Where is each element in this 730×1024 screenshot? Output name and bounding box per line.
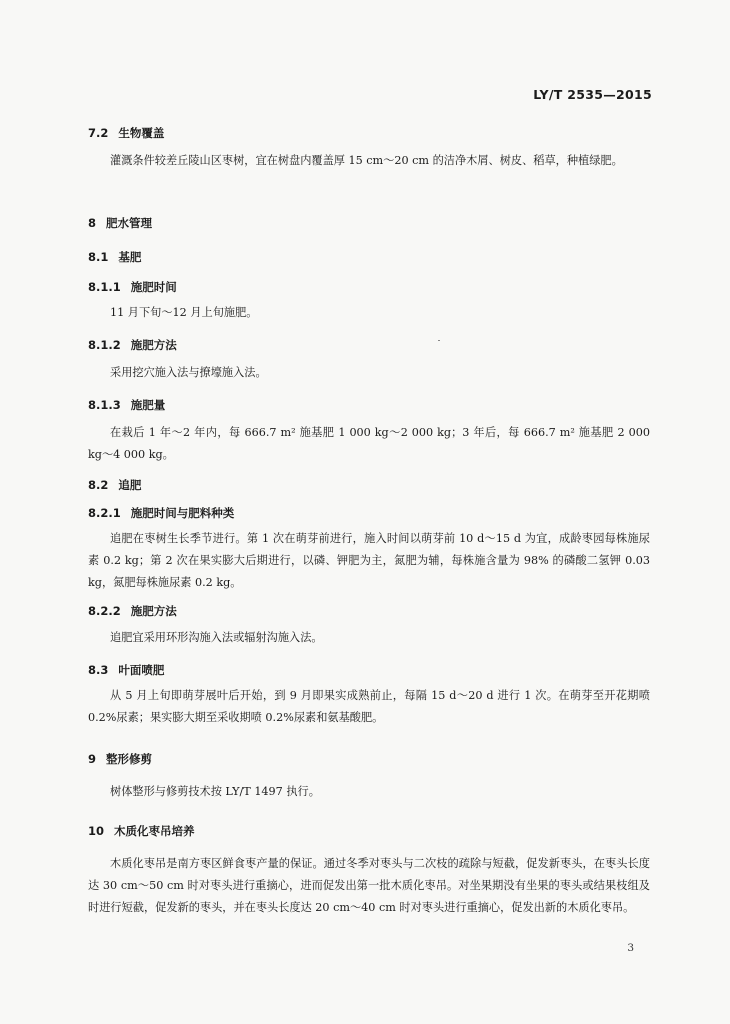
paragraph-8-2-1: 追肥在枣树生长季节进行。第 1 次在萌芽前进行，施入时间以萌芽前 10 d～15 d 为宜，成龄枣园每株施尿素 0.2 kg；第 2 次在果实膨大后期进行，以磷、钾肥为主，氮肥为辅，每株施含量为 98% 的磷酸二氢钾 0.03 kg，氮肥每株施尿素 0.2 kg。 xyxy=(88,532,650,589)
heading-title: 施肥时间与肥料种类 xyxy=(130,506,235,520)
heading-8-2 xyxy=(88,477,141,493)
paragraph-10: 木质化枣吊是南方枣区鲜食枣产量的保证。通过冬季对枣头与二次枝的疏除与短截，促发新枣头，在枣头长度达 30 cm～50 cm 时对枣头进行重摘心，进而促发出第一批木质化枣吊。对坐果期没有坐果的枣头或结果枝组及时进行短截，促发新的枣头，并在枣头长度达 20 cm～40 cm 时对枣头进行重摘心，促发出新的木质化枣吊。 xyxy=(88,857,650,914)
heading-8-1-3 xyxy=(88,397,165,413)
paragraph-8-3: 从 5 月上旬即萌芽展叶后开始，到 9 月即果实成熟前止，每隔 15 d～20 d 进行 1 次。在萌芽至开花期喷 0.2%尿素；果实膨大期至采收期喷 0.2%尿素和氨基酸肥。 xyxy=(88,689,650,724)
heading-number: 8.2.1 xyxy=(88,506,121,520)
heading-8 xyxy=(88,215,152,231)
heading-title: 生物覆盖 xyxy=(118,126,165,140)
heading-8-1-2 xyxy=(88,337,177,353)
heading-title: 施肥方法 xyxy=(130,604,177,618)
heading-8-3 xyxy=(88,662,164,678)
document-code: LY/T 2535—2015 xyxy=(533,87,652,102)
heading-7-2 xyxy=(88,125,164,141)
heading-number: 7.2 xyxy=(88,126,109,140)
heading-8-1-1 xyxy=(88,279,177,295)
heading-number: 8.2 xyxy=(88,478,109,492)
page-number: 3 xyxy=(627,942,634,954)
heading-title: 施肥方法 xyxy=(130,338,177,352)
heading-title: 施肥时间 xyxy=(130,280,177,294)
paragraph-9: 树体整形与修剪技术按 LY/T 1497 执行。 xyxy=(110,785,320,798)
heading-8-2-2 xyxy=(88,603,177,619)
paragraph-8-1-2: 采用挖穴施入法与撩壕施入法。 xyxy=(110,366,267,379)
heading-number: 8.1.1 xyxy=(88,280,121,294)
heading-8-2-1 xyxy=(88,505,234,521)
paragraph-7-2: 灌溉条件较差丘陵山区枣树，宜在树盘内覆盖厚 15 cm～20 cm 的洁净木屑、树皮、稻草，种植绿肥。 xyxy=(110,154,623,167)
heading-title: 施肥量 xyxy=(130,398,166,412)
heading-number: 9 xyxy=(88,752,97,766)
heading-title: 整形修剪 xyxy=(106,752,153,766)
heading-9 xyxy=(88,751,152,767)
heading-number: 8.1.3 xyxy=(88,398,121,412)
heading-number: 8.2.2 xyxy=(88,604,121,618)
paragraph-8-1-1: 11 月下旬～12 月上旬施肥。 xyxy=(110,306,258,319)
heading-number: 10 xyxy=(88,824,105,838)
heading-title: 肥水管理 xyxy=(106,216,153,230)
heading-title: 基肥 xyxy=(118,250,142,264)
heading-title: 追肥 xyxy=(118,478,142,492)
heading-8-1 xyxy=(88,249,141,265)
heading-number: 8.1 xyxy=(88,250,109,264)
paragraph-8-1-3: 在栽后 1 年～2 年内，每 666.7 m² 施基肥 1 000 kg～2 000 kg；3 年后，每 666.7 m² 施基肥 2 000 kg～4 000 kg。 xyxy=(88,426,650,461)
heading-number: 8.3 xyxy=(88,663,109,677)
paragraph-8-2-2: 追肥宜采用环形沟施入法或辐射沟施入法。 xyxy=(110,631,323,644)
heading-number: 8.1.2 xyxy=(88,338,121,352)
heading-10 xyxy=(88,823,195,839)
scan-speck xyxy=(438,340,440,341)
heading-title: 木质化枣吊培养 xyxy=(114,824,195,838)
heading-number: 8 xyxy=(88,216,97,230)
heading-title: 叶面喷肥 xyxy=(118,663,165,677)
